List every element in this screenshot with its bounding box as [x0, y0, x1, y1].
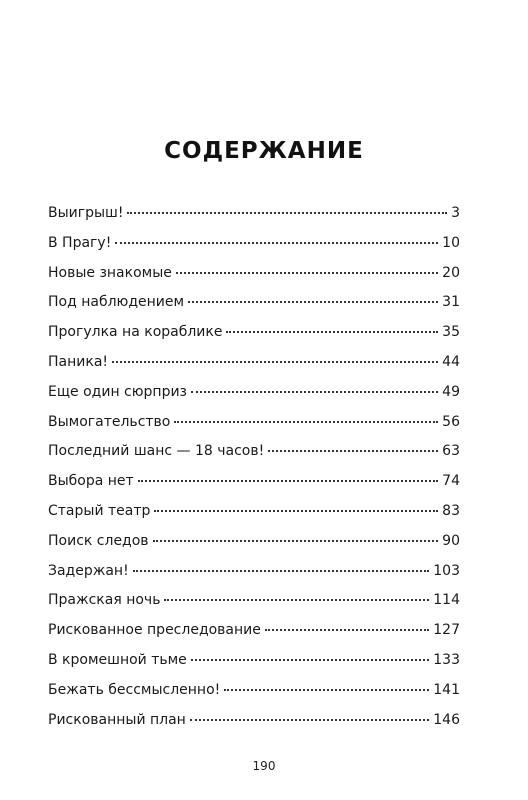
entry-page-number: 20 — [442, 264, 460, 281]
toc-entry — [48, 706, 460, 736]
entry-title: В Прагу! — [48, 234, 112, 251]
dot-leader — [191, 658, 429, 661]
entry-title: Выигрыш! — [48, 205, 124, 221]
dot-leader — [164, 598, 429, 601]
entry-page-number: 127 — [433, 622, 460, 639]
entry-page-number: 90 — [442, 532, 460, 549]
entry-title: Паника! — [48, 353, 109, 370]
entry-title: Пражская ночь — [48, 592, 161, 609]
dot-leader — [127, 211, 447, 214]
entry-page-number: 63 — [442, 443, 460, 460]
entry-page-number: 35 — [442, 324, 460, 341]
entry-page-number: 49 — [442, 383, 460, 400]
toc-entry — [48, 586, 460, 616]
toc-entry — [48, 318, 460, 348]
dot-leader — [174, 420, 438, 423]
entry-page-number: 56 — [442, 413, 460, 430]
entry-title: Выбора нет — [48, 473, 134, 490]
dot-leader — [112, 360, 438, 363]
entry-page-number: 10 — [442, 234, 460, 251]
entry-page-number: 74 — [442, 473, 460, 490]
entry-page-number: 114 — [433, 592, 460, 609]
table-of-contents — [48, 199, 460, 735]
entry-title: Поиск следов — [48, 532, 149, 549]
entry-page-number: 146 — [433, 711, 460, 728]
toc-entry — [48, 348, 460, 378]
toc-entry — [48, 646, 460, 676]
toc-entry — [48, 467, 460, 497]
entry-title: Прогулка на кораблике — [48, 324, 223, 341]
entry-title: Задержан! — [48, 562, 129, 579]
toc-entry — [48, 616, 460, 646]
toc-entry — [48, 288, 460, 318]
dot-leader — [226, 330, 438, 333]
entry-title: Вымогательство — [48, 413, 171, 430]
dot-leader — [188, 300, 438, 303]
entry-page-number: 133 — [433, 651, 460, 668]
toc-entry — [48, 497, 460, 527]
toc-entry — [48, 557, 460, 587]
entry-page-number: 83 — [442, 502, 460, 519]
entry-title: Новые знакомые — [48, 264, 172, 281]
entry-page-number: 3 — [451, 205, 460, 221]
dot-leader — [115, 241, 438, 244]
entry-title: Рискованный план — [48, 711, 186, 728]
dot-leader — [153, 539, 439, 542]
dot-leader — [154, 509, 438, 512]
dot-leader — [265, 628, 429, 631]
entry-title: Рискованное преследование — [48, 622, 261, 639]
dot-leader — [133, 569, 430, 572]
entry-title: Под наблюдением — [48, 294, 185, 311]
page-number: 190 — [252, 759, 276, 773]
dot-leader — [191, 390, 438, 393]
entry-page-number: 31 — [442, 294, 460, 311]
toc-entry — [48, 378, 460, 408]
entry-title: Бежать бессмысленно! — [48, 681, 221, 698]
toc-entry — [48, 676, 460, 706]
toc-entry — [48, 408, 460, 438]
dot-leader — [138, 479, 438, 482]
dot-leader — [268, 449, 438, 452]
dot-leader — [224, 688, 429, 691]
dot-leader — [176, 271, 438, 274]
entry-title: В кромешной тьме — [48, 651, 187, 668]
toc-entry — [48, 527, 460, 557]
entry-title: Еще один сюрприз — [48, 383, 187, 400]
entry-page-number: 103 — [433, 562, 460, 579]
entry-page-number: 141 — [433, 681, 460, 698]
toc-entry — [48, 259, 460, 289]
toc-entry — [48, 437, 460, 467]
page-title: СОДЕРЖАНИЕ — [164, 138, 364, 164]
entry-title: Последний шанс — 18 часов! — [48, 443, 265, 460]
entry-page-number: 44 — [442, 353, 460, 370]
toc-entry — [48, 199, 460, 229]
toc-entry — [48, 229, 460, 259]
entry-title: Старый театр — [48, 502, 151, 519]
dot-leader — [190, 718, 429, 721]
